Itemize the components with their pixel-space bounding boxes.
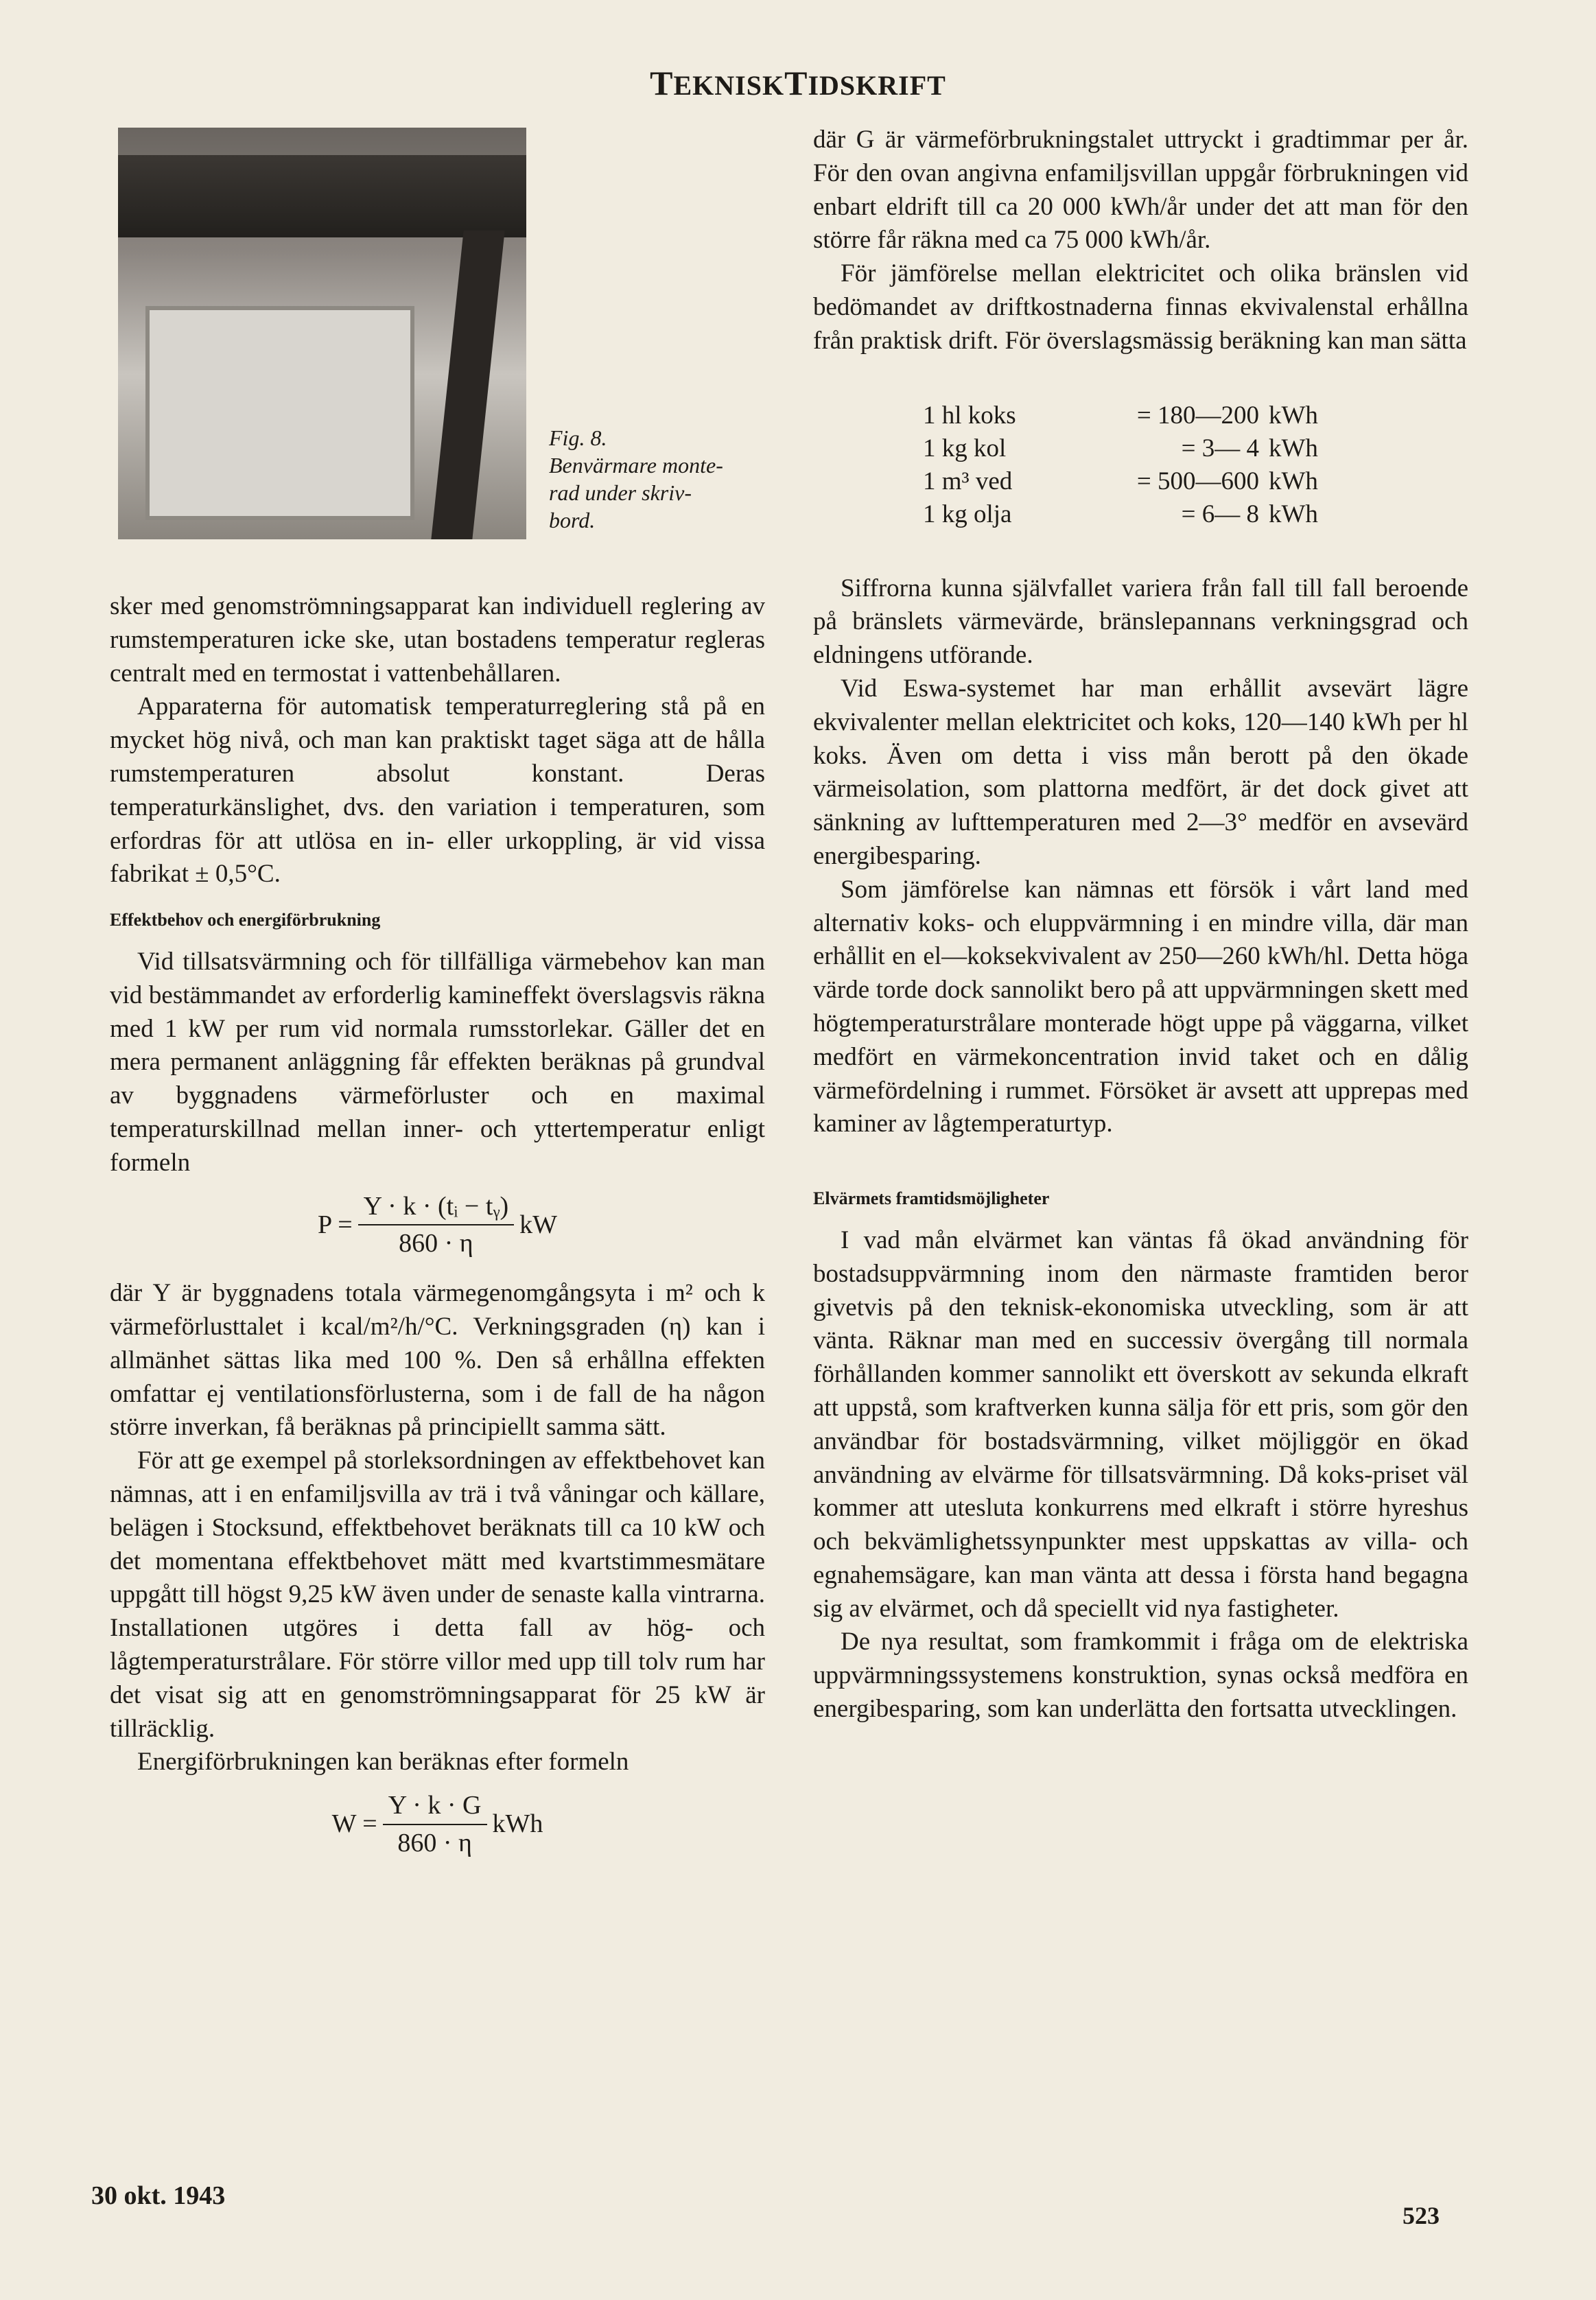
left-column	[110, 590, 765, 1877]
right-column	[813, 124, 1468, 1726]
issue-date: 30 okt. 1943	[91, 2181, 226, 2210]
energy-formula: W = $\frac{Y \cdot k \cdot G}{860 \cdot \eta}$ kWh	[110, 1789, 765, 1860]
paragraph: Siffrorna kunna självfallet variera från fall till fall beroende på bränslets värmevärde, bränslepannans verkningsgrad och eldningens utförande.	[813, 574, 1468, 670]
section-heading: Effektbehov och energiförbrukning	[110, 910, 381, 930]
equivalent-row: 1 m³ ved = 500—600 kWh	[923, 467, 1318, 495]
paragraph: där G är värmeförbrukningstalet uttryckt i gradtimmar per år. För den ovan angivna enfamiljsvillan uppgår förbrukningen vid enbart eldrift till ca 20 000 kWh/år under det att man för den större får räkna med ca 75 000 kWh/år.	[813, 126, 1468, 255]
paragraph: För jämförelse mellan elektricitet och olika bränslen vid bedömandet av driftkostnaderna finnas ekvivalenstal erhållna från praktisk drift. För överslagsmässig beräkning kan man sätta	[813, 259, 1468, 355]
paragraph: De nya resultat, som framkommit i fråga om de elektriska uppvärmningssystemens konstruktion, synas också medföra en energibesparing, som kan underlätta den fortsatta utvecklingen.	[813, 1628, 1468, 1724]
paragraph: Energiförbrukningen kan beräknas efter formeln	[137, 1748, 629, 1776]
equivalent-row: 1 kg kol = 3— 4 kWh	[923, 434, 1318, 462]
heater-photo	[118, 128, 526, 539]
paragraph: I vad mån elvärmet kan väntas få ökad användning för bostadsuppvärmning inom den närmaste framtiden beror givetvis på den teknisk-ekonomiska utveckling, som är att vänta. Räknar man med en successiv övergång till normala förhållanden kommer sannolikt ett överskott av sekunda elkraft att uppstå, som kraftverken kunna sälja för ett pris, som gör den användbar för bostadsvärmning, vilket möjliggör en ökad användning av elvärme för tillsatsvärmning. Då koks-priset väl kommer att utesluta konkurrens med elkraft i större hyreshus och bekvämlighetssynpunkter mest uppskattas av villa- och egnahemsägare, kan man vänta att dessa i första hand begagna sig av elvärmet, och då speciellt vid nya fastigheter.	[813, 1225, 1468, 1623]
paragraph: Vid Eswa-systemet har man erhållit avsevärt lägre ekvivalenter mellan elektricitet och koks, 120—140 kWh per hl koks. Även om detta i viss mån berott på den ökade värmeisolation, som plattorna medfört, är det dock givet att sänkning av lufttemperaturen med 2—3° medför en avsevärd energibesparing.	[813, 674, 1468, 870]
figure-caption: Fig. 8. Benvärmare monte- rad under skriv- bord.	[549, 425, 723, 532]
paragraph: sker med genomströmningsapparat kan individuell reglering av rumstemperaturen icke ske, utan bostadens temperatur regleras centralt med en termostat i vattenbehållaren.	[110, 592, 765, 688]
equivalent-row: 1 kg olja = 6— 8 kWh	[923, 500, 1318, 528]
paragraph: Som jämförelse kan nämnas ett försök i vårt land med alternativ koks- och eluppvärmning i en mindre villa, där man erhållit en el—koksekvivalent av 250—260 kWh/hl. Detta höga värde torde dock sannolikt bero på att uppvärmningen skett med högtemperaturstrålare monterade högt uppe på väggarna, vilket medfört en värmekoncentration invid taket och en dålig värmefördelning i rummet. Försöket är avsett att upprepas med kaminer av lågtemperaturtyp.	[813, 875, 1468, 1138]
paragraph: Vid tillsatsvärmning och för tillfälliga värmebehov kan man vid bestämmandet av erforderlig kamineffekt överslagsvis räkna med 1 kW per rum vid normala rumsstorlekar. Gäller det en mera permanent anläggning får effekten beräknas på grundval av byggnadens värmeförluster och en maximal temperaturskillnad mellan inner- och yttertemperatur enligt formeln	[110, 947, 765, 1177]
paragraph: där Y är byggnadens totala värmegenomgångsyta i m² och k värmeförlusttalet i kcal/m²/h/°C. Verkningsgraden (η) kan i allmänhet sättas lika med 100 %. Den så erhållna effekten omfattar ej ventilationsförlusterna, som i de fall de ha någon större inverkan, få beräknas på principiellt samma sätt.	[110, 1279, 765, 1442]
paragraph: Apparaterna för automatisk temperaturreglering stå på en mycket hög nivå, och man kan praktiskt taget säga att de hålla rumstemperaturen absolut konstant. Deras temperaturkänslighet, dvs. den variation i temperaturen, som erfordras för att utlösa en in- eller urkoppling, är vid vissa fabrikat ± 0,5°C.	[110, 692, 765, 889]
journal-title: TEKNISKTIDSKRIFT	[650, 64, 946, 102]
page-number: 523	[1403, 2202, 1440, 2229]
equivalents-table	[923, 399, 1468, 531]
power-formula: P = $\frac{\text{Y · k · (tᵢ − tᵧ)}}{860 \cdot \eta}$ kW	[110, 1190, 765, 1261]
equivalent-row: 1 hl koks = 180—200 kWh	[923, 401, 1318, 430]
paragraph: För att ge exempel på storleksordningen av effektbehovet kan nämnas, att i en enfamiljsvilla av trä i två våningar och källare, belägen i Stocksund, effektbehovet beräknats till ca 10 kW och det momentana effektbehovet mätt med kvartstimmesmätare uppgått till högst 9,25 kW även under de senaste kalla vintrarna. Installationen utgöres i detta fall av hög- och lågtemperaturstrålare. För större villor med upp till tolv rum har det visat sig att en genomströmningsapparat för 25 kW är tillräcklig.	[110, 1446, 765, 1743]
section-heading: Elvärmets framtidsmöjligheter	[813, 1188, 1050, 1209]
